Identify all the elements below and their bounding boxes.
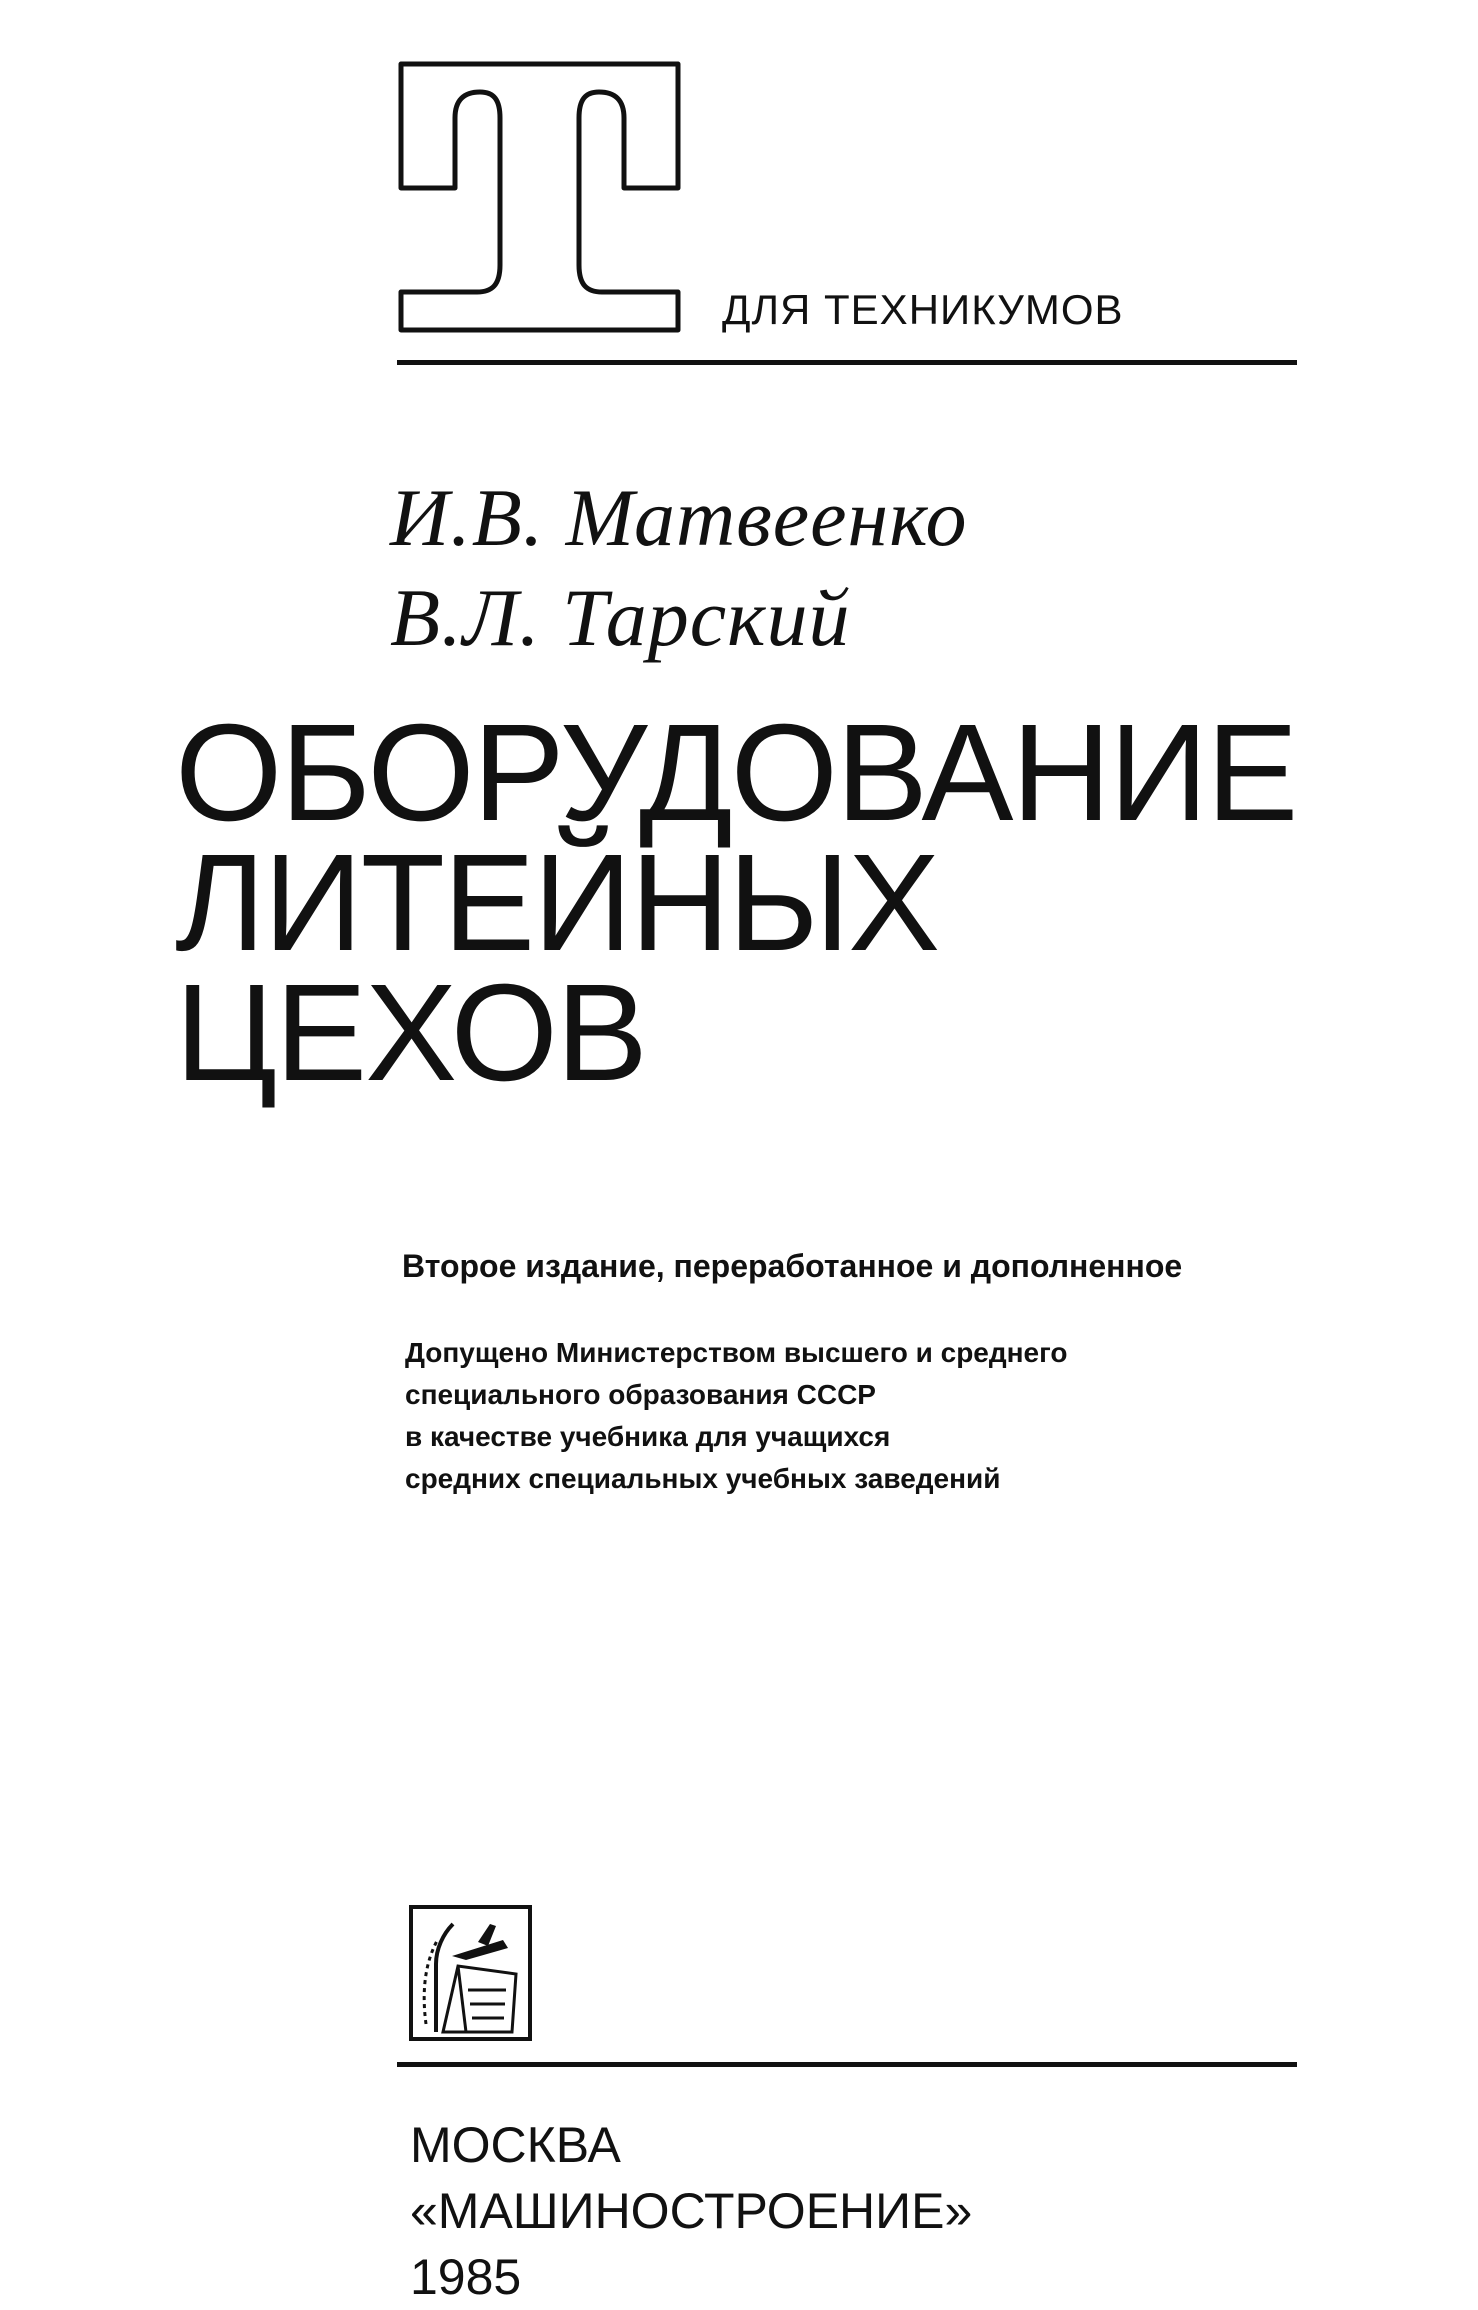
book-title (175, 696, 1297, 1110)
publisher-city: МОСКВА (410, 2117, 621, 2173)
approval-line-3: в качестве учебника для учащихся (405, 1421, 891, 1452)
top-divider (397, 360, 1297, 365)
imprint (410, 2112, 972, 2310)
publisher-name: «МАШИНОСТРОЕНИЕ» (410, 2183, 973, 2239)
publisher-emblem-icon (408, 1904, 533, 2042)
title-line-2: ЛИТЕЙНЫХ (175, 826, 939, 980)
approval-note (405, 1332, 1068, 1500)
title-line-1: ОБОРУДОВАНИЕ (175, 696, 1297, 850)
approval-line-2: специального образования СССР (405, 1379, 876, 1410)
bottom-divider (397, 2062, 1297, 2067)
approval-line-1: Допущено Министерством высшего и среднего (405, 1337, 1068, 1368)
letter-t-series-icon (397, 60, 682, 335)
authors (390, 468, 967, 668)
approval-line-4: средних специальных учебных заведений (405, 1463, 1001, 1494)
publication-year: 1985 (410, 2249, 522, 2305)
title-line-3: ЦЕХОВ (175, 956, 646, 1110)
edition-note: Второе издание, переработанное и дополненное (402, 1248, 1183, 1284)
author-2: В.Л. Тарский (390, 572, 851, 663)
series-label: ДЛЯ ТЕХНИКУМОВ (722, 286, 1124, 333)
author-1: И.В. Матвеенко (390, 472, 968, 563)
